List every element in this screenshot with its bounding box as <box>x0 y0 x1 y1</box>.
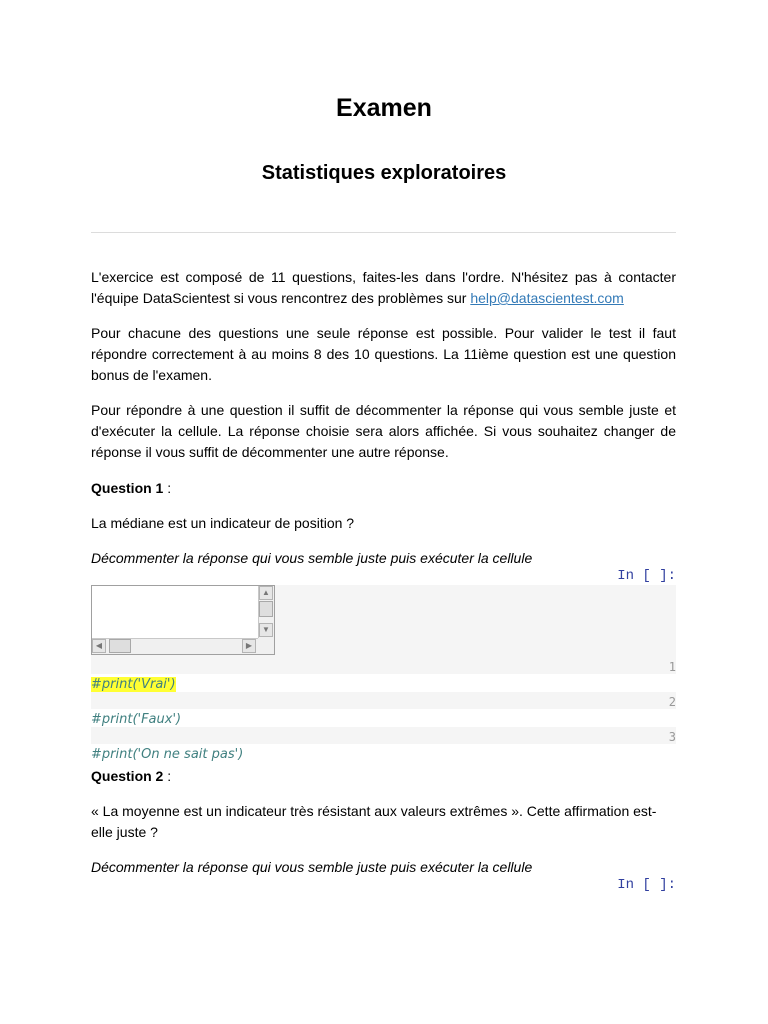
intro-paragraph-3: Pour répondre à une question il suffit de décommenter la réponse qui vous semble juste et d'exécuter la cellule. La réponse choisie sera alors affichée. Si vous souhaitez changer de réponse il vous suffit de décommenter une autre réponse. <box>91 402 676 460</box>
code-line-1-text: #print('Vrai') <box>91 677 176 692</box>
question-2-instruction: Décommenter la réponse qui vous semble juste puis exécuter la cellule <box>91 859 533 875</box>
cell-2-input-prompt: In [ ]: <box>617 877 676 893</box>
intro-section <box>91 267 676 309</box>
horizontal-divider <box>91 232 676 233</box>
horizontal-scroll-thumb[interactable] <box>109 639 131 653</box>
cell-editor-scroll-box[interactable] <box>91 585 275 655</box>
intro-paragraph-1-text: L'exercice est composé de 11 questions, faites-les dans l'ordre. N'hésitez pas à contacter l'équipe DataScientest si vous rencontrez des problèmes sur <box>91 269 676 306</box>
question-1-text: La médiane est un indicateur de position ? <box>91 515 355 531</box>
scroll-left-arrow-icon[interactable]: ◀ <box>92 639 106 653</box>
scroll-up-arrow-icon[interactable]: ▲ <box>259 586 273 600</box>
question-1-separator: : <box>163 480 172 496</box>
page-subtitle: Statistiques exploratoires <box>261 162 507 184</box>
question-1-instruction: Décommenter la réponse qui vous semble juste puis exécuter la cellule <box>91 550 533 566</box>
intro-paragraph-1 <box>91 267 676 309</box>
scroll-right-arrow-icon[interactable]: ▶ <box>242 639 256 653</box>
horizontal-scrollbar[interactable] <box>92 638 260 654</box>
line-number: 3 <box>668 730 676 744</box>
question-2-heading <box>91 766 676 787</box>
scroll-down-arrow-icon[interactable]: ▼ <box>259 623 273 637</box>
page-title: Examen <box>336 94 432 122</box>
intro-paragraph-2: Pour chacune des questions une seule réponse est possible. Pour valider le test il faut répondre correctement à au moins 8 des 10 questions. La 11ième question est une question bonus de l'examen. <box>91 325 676 383</box>
line-number: 2 <box>668 695 676 709</box>
vertical-scrollbar[interactable] <box>258 586 274 638</box>
code-cell-1-line-2-bg <box>91 692 676 709</box>
code-cell-1[interactable] <box>91 585 676 765</box>
support-email-link[interactable]: help@datascientest.com <box>470 290 624 306</box>
question-2-label: Question 2 <box>91 768 164 784</box>
code-line-1[interactable] <box>91 676 176 694</box>
scrollbar-corner <box>258 638 274 654</box>
question-1-heading <box>91 478 676 499</box>
code-cell-1-line-3-bg <box>91 727 676 744</box>
question-2-text: « La moyenne est un indicateur très résistant aux valeurs extrêmes ». Cette affirmation est-elle juste ? <box>91 803 657 840</box>
question-2-separator: : <box>163 768 172 784</box>
code-line-2[interactable]: #print('Faux') <box>91 712 182 727</box>
code-line-3[interactable]: #print('On ne sait pas') <box>91 747 244 762</box>
line-number: 1 <box>668 660 676 674</box>
cell-1-input-prompt: In [ ]: <box>617 568 676 584</box>
vertical-scroll-thumb[interactable] <box>259 601 273 617</box>
question-1-label: Question 1 <box>91 480 164 496</box>
